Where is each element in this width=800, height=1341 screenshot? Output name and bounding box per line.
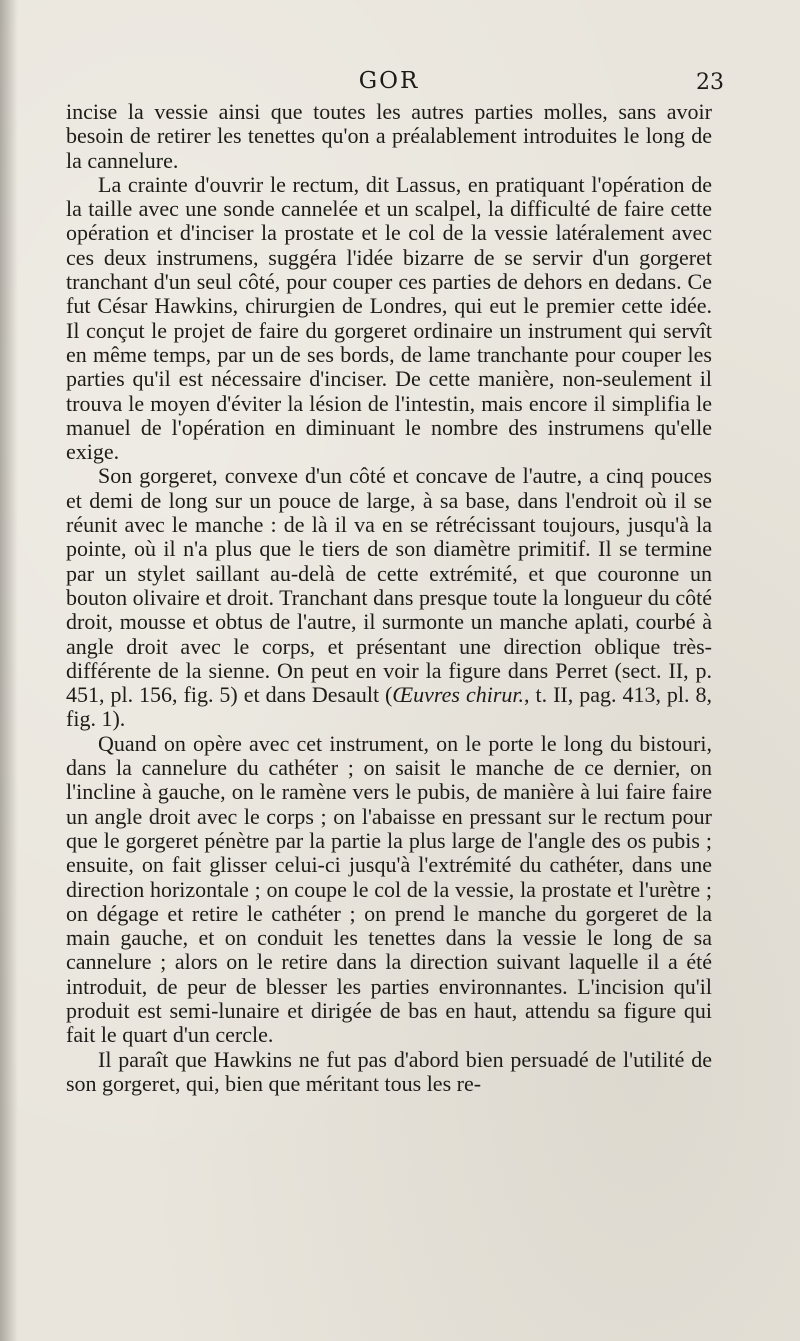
paragraph-3-text-after: , t. II, pag. 413, pl. 8, fig. 1).: [66, 682, 712, 732]
paragraph-2-text: La crainte d'ouvrir le rectum, dit Lassus, en pratiquant l'opération de la taille avec une sonde cannelée et un scalpel, la difficulté de faire cette opération et d'inciser la prostate et le col de la vessie latéralement avec ces deux instrumens, suggéra l'idée bizarre de se servir d'un gorgeret tranchant d'un seul côté, pour couper ces parties de dehors en dedans. Ce fut César Hawkins, chirurgien de Londres, qui eut le premier cette idée. Il conçut le projet de faire du gorgeret ordinaire un instrument qui servît en même temps, par un de ses bords, de lame tranchante pour couper les parties qu'il est nécessaire d'inciser. De cette manière, non-seulement il trouva le moyen d'éviter la lésion de l'intestin, mais encore il simplifia le manuel de l'opération en diminuant le nombre des instrumens qu'elle exige.: [66, 171, 712, 465]
paragraph-3-italic-title: Œuvres chirur.: [392, 682, 525, 708]
paragraph-1: [66, 100, 712, 173]
paragraph-5-text: Il paraît que Hawkins ne fut pas d'abord bien persuadé de l'utilité de son gorgeret, qui, bien que méritant tous les re-: [66, 1046, 712, 1096]
paragraph-1-text: incise la vessie ainsi que toutes les autres parties molles, sans avoir besoin de retirer les tenettes qu'on a préalablement introduites le long de la cannelure.: [66, 99, 712, 173]
paragraph-4-text: Quand on opère avec cet instrument, on le porte le long du bistouri, dans la cannelure du cathéter ; on saisit le manche de ce dernier, on l'incline à gauche, on le ramène vers le pubis, de manière à lui faire faire un angle droit avec le corps ; on l'abaisse en pressant sur le rectum pour que le gorgeret pénètre par la partie la plus large de l'angle des os pubis ; ensuite, on fait glisser celui-ci jusqu'à l'extrémité du cathéter, dans une direction horizontale ; on coupe le col de la vessie, la prostate et l'urètre ; on dégage et retire le cathéter ; on prend le manche du gorgeret de la main gauche, et on conduit les tenettes dans la vessie le long de sa cannelure ; alors on le retire dans la direction suivant laquelle il a été introduit, de peur de blesser les parties environnantes. L'incision qu'il produit est semi-lunaire et dirigée de bas en haut, attendu sa figure qui fait le quart d'un cercle.: [66, 730, 712, 1048]
paragraph-3: [66, 464, 712, 731]
body-text: [66, 100, 712, 1096]
paragraph-5: [66, 1048, 712, 1097]
page-gutter-shadow: [0, 0, 18, 1341]
paragraph-2: [66, 173, 712, 465]
paragraph-3-text: Son gorgeret, convexe d'un côté et concave de l'autre, a cinq pouces et demi de long sur un pouce de large, à sa base, dans l'endroit où il se réunit avec le manche : de là il va en se rétrécissant toujours, jusqu'à la pointe, où il n'a plus que le tiers de son diamètre primitif. Il se termine par un stylet saillant au-delà de cette extrémité, et que couronne un bouton olivaire et droit. Tranchant dans presque toute la longueur du côté droit, mousse et obtus de l'autre, il surmonte un manche aplati, courbé à angle droit avec le corps, et présentant une direction oblique très-différente de la sienne. On peut en voir la figure dans Perret (sect. II, p. 451, pl. 156, fig. 5) et dans Desault (: [66, 463, 712, 708]
paragraph-4: [66, 732, 712, 1048]
page-number: 23: [696, 70, 724, 95]
running-head: GOR: [358, 68, 420, 94]
